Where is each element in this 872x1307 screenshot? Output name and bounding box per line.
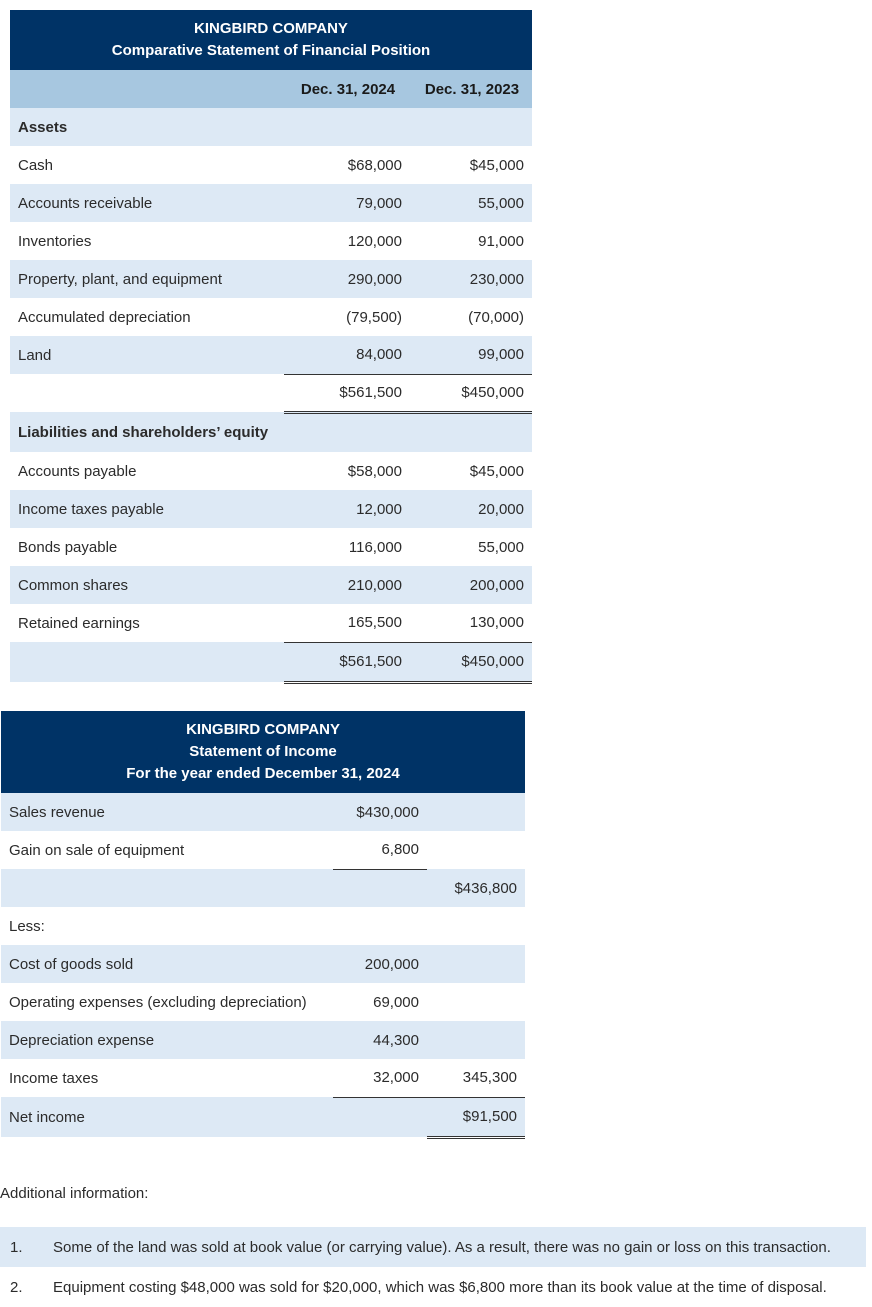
income-company: KINGBIRD COMPANY	[186, 721, 340, 738]
table-row: $436,800	[1, 869, 525, 907]
income-statement-table	[1, 711, 525, 1139]
table-row: Common shares 210,000 200,000	[10, 566, 532, 604]
table-row: Inventories 120,000 91,000	[10, 222, 532, 260]
sfp-title: Comparative Statement of Financial Position	[111, 42, 431, 59]
table-row: Less:	[1, 907, 525, 945]
liabilities-heading: Liabilities and shareholders’ equity	[10, 412, 284, 452]
table-row: Accounts payable $58,000 $45,000	[10, 452, 532, 490]
table-row: Land 84,000 99,000	[10, 336, 532, 374]
list-item: 1. Some of the land was sold at book value (or carrying value). As a result, there was no gain or loss on this transaction.	[0, 1227, 866, 1267]
assets-total-row: $561,500 $450,000	[10, 374, 532, 412]
table-row: Operating expenses (excluding depreciation) 69,000	[1, 983, 525, 1021]
table-row: Bonds payable 116,000 55,000	[10, 528, 532, 566]
table-row: Income taxes 32,000 345,300	[1, 1059, 525, 1097]
assets-heading: Assets	[10, 108, 284, 146]
col-2023-header: Dec. 31, 2023	[412, 70, 532, 108]
table-row: Retained earnings 165,500 130,000	[10, 604, 532, 642]
table-row: Property, plant, and equipment 290,000 230,000	[10, 260, 532, 298]
table-row: Depreciation expense 44,300	[1, 1021, 525, 1059]
table-row: Accounts receivable 79,000 55,000	[10, 184, 532, 222]
liabilities-total-row: $561,500 $450,000	[10, 642, 532, 682]
net-income-row: Net income $91,500	[1, 1097, 525, 1137]
table-row: Accumulated depreciation (79,500) (70,000)	[10, 298, 532, 336]
list-item: 2. Equipment costing $48,000 was sold for $20,000, which was $6,800 more than its book value at the time of disposal.	[0, 1267, 866, 1307]
col-2024-header: Dec. 31, 2024	[284, 70, 412, 108]
sfp-header	[10, 10, 532, 70]
sfp-company: KINGBIRD COMPANY	[194, 20, 348, 37]
table-row: Cost of goods sold 200,000	[1, 945, 525, 983]
additional-info-heading: Additional information:	[0, 1185, 149, 1202]
table-row: Sales revenue $430,000	[1, 793, 525, 831]
table-row: Gain on sale of equipment 6,800	[1, 831, 525, 869]
financial-position-table	[10, 10, 532, 684]
income-period: For the year ended December 31, 2024	[126, 765, 400, 782]
table-row: Income taxes payable 12,000 20,000	[10, 490, 532, 528]
income-title: Statement of Income	[189, 743, 337, 760]
additional-notes	[0, 1227, 866, 1307]
table-row: Cash $68,000 $45,000	[10, 146, 532, 184]
income-header	[1, 711, 525, 793]
